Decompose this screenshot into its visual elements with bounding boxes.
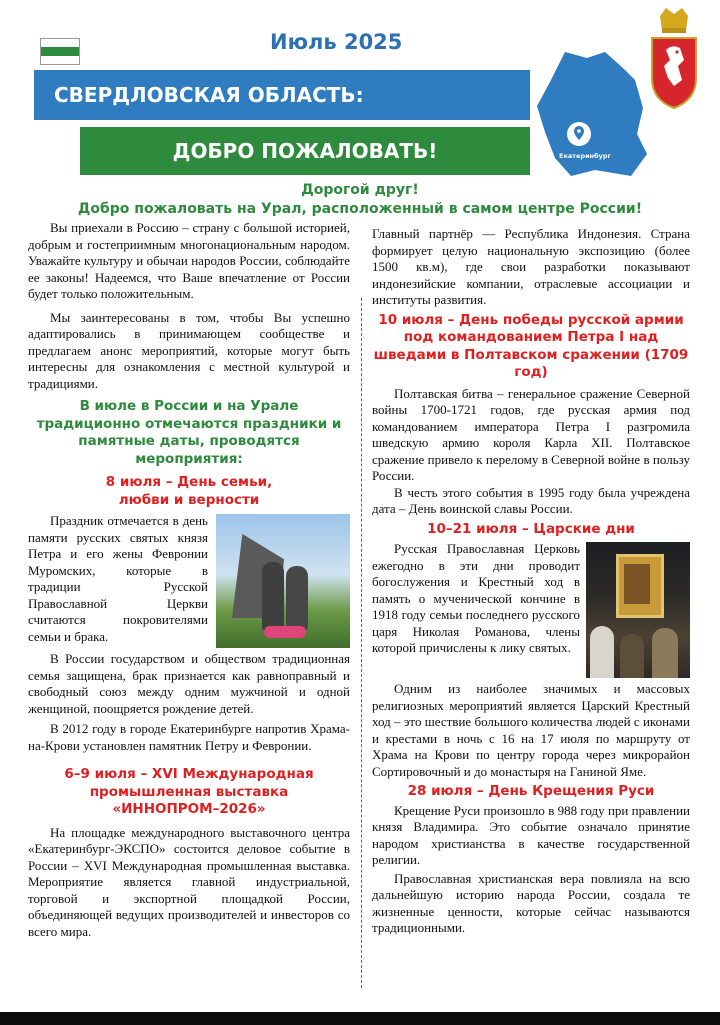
family-paragraph-2: В России государством и обществом традиционная семья защищена, брак признается как равноправный и свободный союз между одним мужчиной и одной женщиной, поощряется рождение детей. [28, 651, 350, 716]
baptism-heading: 28 июля – День Крещения Руси [407, 783, 655, 799]
issue-month: Июль 2025 [270, 30, 403, 54]
coat-of-arms-icon [640, 8, 708, 113]
region-map [535, 50, 648, 178]
innoprom-heading: 6–9 июля – XVI Международная промышленная выставка «ИННОПРОМ–2026» [64, 766, 314, 817]
poltava-heading: 10 июля – День победы русской армии под командованием Петра I над шведами в Полтавском сражении (1709 год) [373, 311, 689, 380]
right-column [372, 226, 690, 937]
bottom-bar [0, 1012, 720, 1025]
greeting-line2: Добро пожаловать на Урал, расположенный в самом центре России! [77, 201, 643, 217]
column-divider [361, 298, 362, 988]
poltava-paragraph-2: В честь этого события в 1995 году была учреждена дата – День воинской славы России. [372, 484, 690, 516]
partner-paragraph: Главный партнёр — Республика Индонезия. Страна формирует целую национальную экспозицию (более 1500 кв.м), где свои разработки показывают индонезийские компании, отраслевые ассоциации и институты развития. [372, 226, 690, 307]
family-paragraph-1: Праздник отмечается в день памяти русских святых князя Петра и его жены Февронии Муромских, которые в традиции Русской Православной Церкви считаются покровителями семьи и брака. [28, 513, 208, 644]
intro-paragraph: Вы приехали в Россию – страну с большой историей, добрым и гостеприимным многонациональным народом. Уважайте культуру и обычаи народов России, соблюдайте ее законы! Надеемся, что Ваше впечатление от России будет только положительным. [28, 220, 350, 301]
family-paragraph-3: В 2012 году в городе Екатеринбурге напротив Храма-на-Крови установлен памятник Петру и Февронии. [28, 721, 350, 753]
map-pin-icon [567, 122, 591, 146]
tsar-days-heading: 10–21 июля – Царские дни [427, 520, 635, 537]
tsar-paragraph-1: Русская Православная Церковь ежегодно в эти дни проводит богослужения и Крестный ход в память о мученической кончине в 1918 году семьи последнего русского царя Николая Романова, члены которой причислены к лику святых. [372, 541, 580, 655]
baptism-paragraph-1: Крещение Руси произошло в 988 году при правлении князя Владимира. Это событие означало принятие народом христианства в качестве государственной религии. [372, 802, 690, 867]
flag-icon [40, 38, 80, 65]
greeting-line1: Дорогой друг! [301, 182, 419, 198]
family-photo [216, 514, 350, 648]
tsar-paragraph-2: Одним из наиболее значимых и массовых религиозных мероприятий является Царский Крестный ход – это шествие большого количества людей с иконами и крестами в ночь с 16 на 17 июля по маршруту от Храма на Крови по центру города через микрорайон Сортировочный и до монастыря на Ганиной Яме. [372, 681, 690, 779]
july-events-heading: В июле в России и на Урале традиционно отмечаются праздники и памятные даты, проводятся мероприятия: [36, 398, 342, 467]
left-column [28, 220, 350, 940]
poltava-paragraph-1: Полтавская битва – генеральное сражение Северной войны 1700-1721 годов, где русская армия под командованием императора Петра I разгромила шведскую армию короля Карла XII. Полтавское сражение привело к перелому в Северной войне в пользу России. [372, 385, 690, 483]
procession-photo [586, 542, 690, 678]
welcome-banner: ДОБРО ПОЖАЛОВАТЬ! [80, 127, 530, 175]
region-banner: СВЕРДЛОВСКАЯ ОБЛАСТЬ: [34, 70, 530, 120]
family-day-heading: 8 июля – День семьи, любви и верности [105, 474, 273, 508]
innoprom-paragraph: На площадке международного выставочного центра «Екатеринбург-ЭКСПО» состоится деловое событие в России – XVI Международная промышленная выставка. Мероприятие является главной индустриальной, торговой и экспортной площадкой России, объединяющей ведущих производителей и инвесторов со всего мира. [28, 824, 350, 939]
map-city-label: Екатеринбург [559, 152, 611, 160]
adaptation-paragraph: Мы заинтересованы в том, чтобы Вы успешно адаптировались в принимающем сообществе и предлагаем анонс мероприятий, которые могут быть интересны для ознакомления с местной культурой и традициями. [28, 309, 350, 391]
baptism-paragraph-2: Православная христианская вера повлияла на всю дальнейшую историю народа России, создала те жизненные ценности, которые сейчас называются традиционными. [372, 870, 690, 935]
